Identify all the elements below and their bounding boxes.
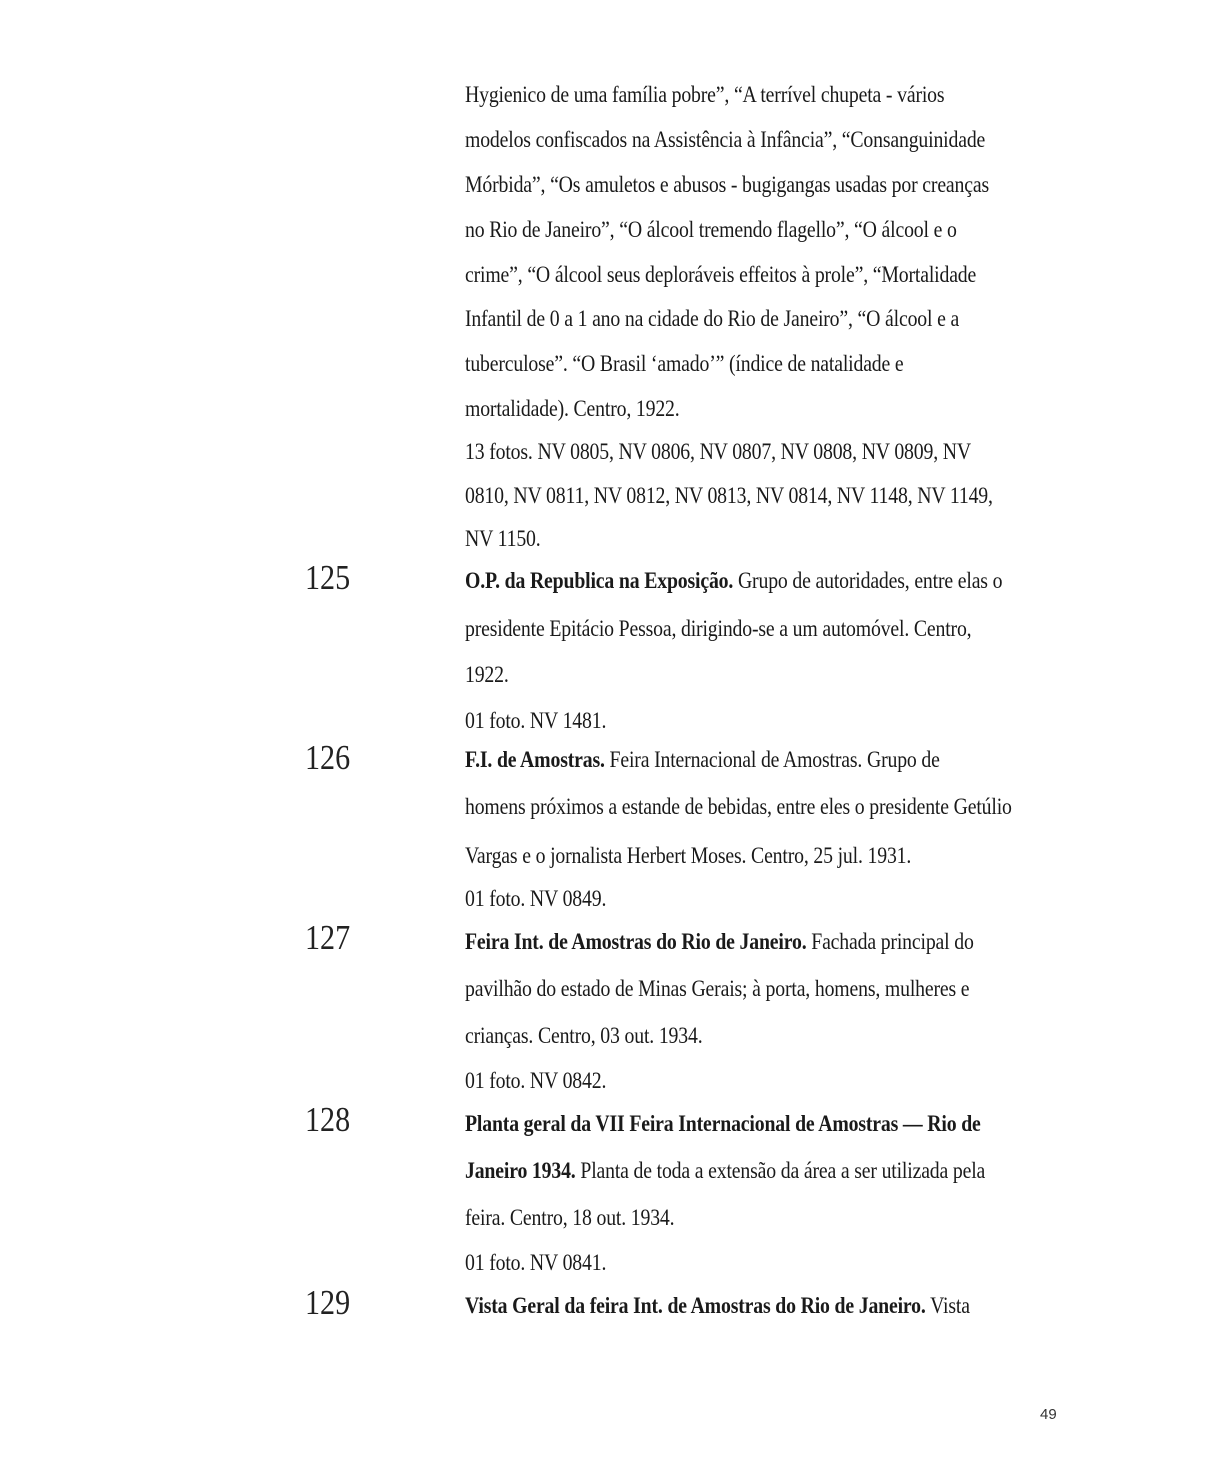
entry-second-line <box>465 1156 985 1186</box>
text-line: 1922. <box>465 662 509 687</box>
entry-first-line <box>465 745 940 775</box>
text-line: mortalidade). Centro, 1922. <box>465 396 680 421</box>
text-line: homens próximos a estande de bebidas, entre eles o presidente Getúlio <box>465 794 1012 819</box>
photo-reference: 01 foto. NV 0842. <box>465 1068 607 1093</box>
text-line: no Rio de Janeiro”, “O álcool tremendo flagello”, “O álcool e o <box>465 217 957 242</box>
entry-title: Planta geral da VII Feira Internacional de Amostras — Rio de <box>465 1111 981 1136</box>
photo-reference: 01 foto. NV 1481. <box>465 708 607 733</box>
entry-title-continued: Janeiro 1934. <box>465 1158 576 1183</box>
text-line: Vargas e o jornalista Herbert Moses. Centro, 25 jul. 1931. <box>465 843 912 868</box>
photo-reference: 0810, NV 0811, NV 0812, NV 0813, NV 0814, NV 1148, NV 1149, <box>465 483 993 508</box>
text-line: crime”, “O álcool seus deploráveis effeitos à prole”, “Mortalidade <box>465 262 977 287</box>
text-line: modelos confiscados na Assistência à Infância”, “Consanguinidade <box>465 127 986 152</box>
photo-reference: 13 fotos. NV 0805, NV 0806, NV 0807, NV 0808, NV 0809, NV <box>465 439 971 464</box>
text-line: Mórbida”, “Os amuletos e abusos - bugigangas usadas por creanças <box>465 172 989 197</box>
text-line: Hygienico de uma família pobre”, “A terrível chupeta - vários <box>465 82 945 107</box>
entry-number: 127 <box>305 918 351 957</box>
entry-text: Feira Internacional de Amostras. Grupo de <box>604 747 940 772</box>
photo-reference: 01 foto. NV 0849. <box>465 886 607 911</box>
entry-title: Feira Int. de Amostras do Rio de Janeiro. <box>465 929 807 954</box>
text-line: Infantil de 0 a 1 ano na cidade do Rio de Janeiro”, “O álcool e a <box>465 306 960 331</box>
text-line: feira. Centro, 18 out. 1934. <box>465 1205 675 1230</box>
entry-number: 125 <box>305 558 351 597</box>
entry-number: 126 <box>305 738 351 777</box>
text-line: pavilhão do estado de Minas Gerais; à porta, homens, mulheres e <box>465 976 970 1001</box>
entry-title: O.P. da Republica na Exposição. <box>465 568 734 593</box>
entry-text: Planta de toda a extensão da área a ser utilizada pela <box>575 1158 986 1183</box>
entry-first-line <box>465 1291 970 1321</box>
entry-text: Fachada principal do <box>806 929 974 954</box>
entry-number: 128 <box>305 1100 351 1139</box>
page-number: 49 <box>1040 1406 1057 1423</box>
entry-text: Grupo de autoridades, entre elas o <box>733 568 1003 593</box>
photo-reference: 01 foto. NV 0841. <box>465 1250 607 1275</box>
text-line: presidente Epitácio Pessoa, dirigindo-se a um automóvel. Centro, <box>465 616 972 641</box>
entry-title: Vista Geral da feira Int. de Amostras do Rio de Janeiro. <box>465 1293 926 1318</box>
entry-first-line <box>465 566 1002 596</box>
text-line: crianças. Centro, 03 out. 1934. <box>465 1023 703 1048</box>
entry-number: 129 <box>305 1283 351 1322</box>
entry-first-line <box>465 927 974 957</box>
text-line: tuberculose”. “O Brasil ‘amado’” (índice de natalidade e <box>465 351 904 376</box>
entry-text: Vista <box>925 1293 970 1318</box>
entry-title: F.I. de Amostras. <box>465 747 605 772</box>
photo-reference: NV 1150. <box>465 526 541 551</box>
